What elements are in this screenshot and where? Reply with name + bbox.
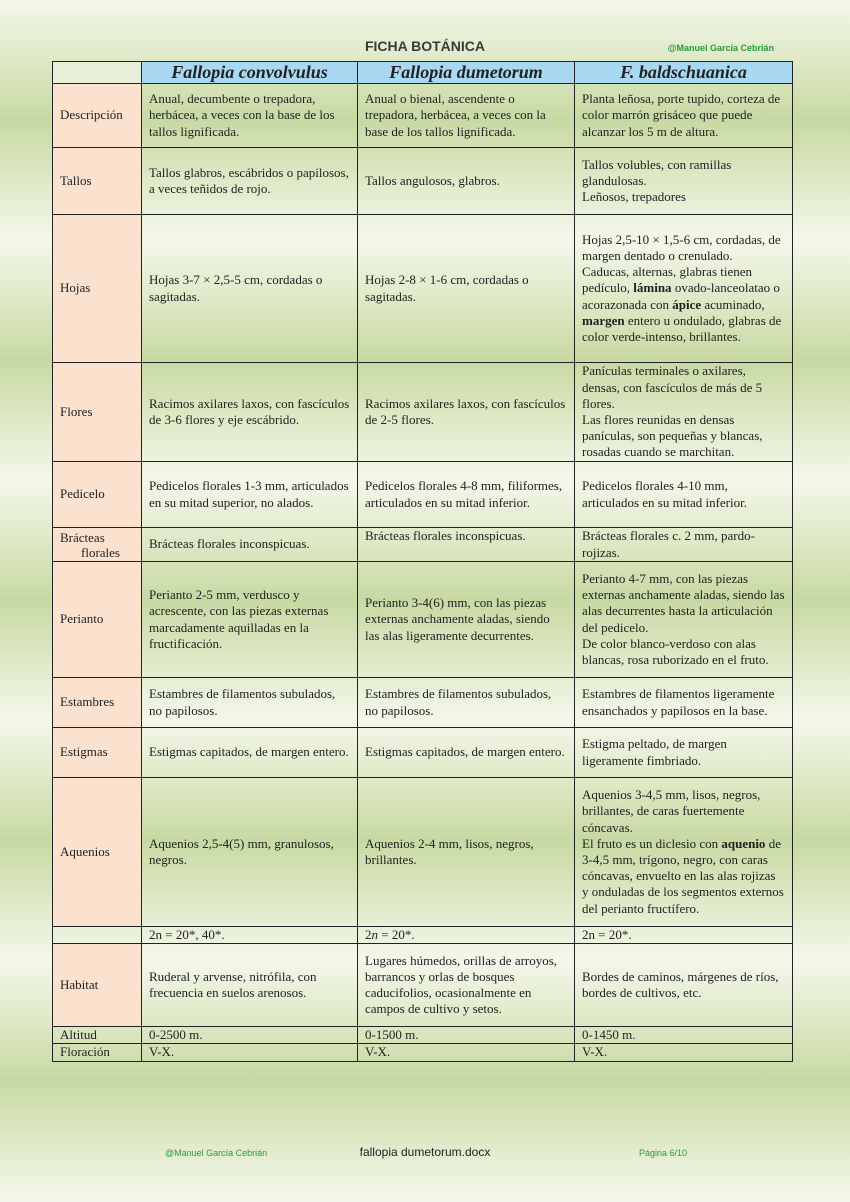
column-header: Fallopia convolvulus	[142, 62, 358, 84]
table-cell: Anual, decumbente o trepadora, herbácea, a veces con la base de los tallos lignificada.	[142, 84, 358, 148]
table-row	[53, 728, 793, 778]
table-cell: Bordes de caminos, márgenes de ríos, bordes de cultivos, etc.	[575, 944, 793, 1027]
table-cell: Pedicelos florales 4-8 mm, filiformes, articulados en su mitad inferior.	[358, 462, 575, 528]
table-row	[53, 927, 793, 944]
cell-line: Perianto 4-7 mm, con las piezas externas anchamente aladas, siendo las alas decurrentes hasta la articulación del pedicelo.	[582, 570, 785, 635]
footer-filename: fallopia dumetorum.docx	[359, 1145, 491, 1159]
row-label: Perianto	[53, 562, 142, 678]
row-label: Pedicelo	[53, 462, 142, 528]
row-label	[53, 528, 142, 562]
botanical-table	[52, 61, 793, 1062]
table-cell: Aquenios 2-4 mm, lisos, negros, brillantes.	[358, 778, 575, 927]
text-run: 2	[365, 927, 372, 942]
table-cell: Brácteas florales inconspicuas.	[142, 528, 358, 562]
table-cell: V-X.	[575, 1044, 793, 1061]
column-header: Fallopia dumetorum	[358, 62, 575, 84]
row-label: Altitud	[53, 1027, 142, 1044]
table-cell: Pedicelos florales 1-3 mm, articulados en su mitad superior, no alados.	[142, 462, 358, 528]
footer-page-number: Página 6/10	[638, 1148, 687, 1158]
row-label: Estambres	[53, 678, 142, 728]
text-run: entero u ondulado, glabras de color verde-intenso, brillantes.	[582, 312, 782, 344]
text-run: = 20*.	[378, 927, 415, 942]
row-label: Hojas	[53, 215, 142, 363]
text-run: Caducas, alternas, glabras tienen pedículo,	[582, 264, 753, 296]
italic-term: n	[371, 927, 378, 942]
cell-line: Hojas 2,5-10 × 1,5-6 cm, cordadas, de margen dentado o crenulado.	[582, 231, 781, 263]
table-cell: Tallos glabros, escábridos o papilosos, a veces teñidos de rojo.	[142, 148, 358, 215]
table-cell: V-X.	[358, 1044, 575, 1061]
table-row	[53, 1044, 793, 1061]
table-cell: Brácteas florales inconspicuas.	[358, 528, 575, 562]
bold-term: lámina	[633, 280, 672, 296]
table-header-row	[53, 62, 793, 84]
row-label: Descripción	[53, 84, 142, 148]
cell-line	[582, 836, 785, 917]
table-cell: Planta leñosa, porte tupido, corteza de color marrón grisáceo que puede alcanzar los 5 m de altura.	[575, 84, 793, 148]
table-cell	[575, 562, 793, 678]
table-cell: V-X.	[142, 1044, 358, 1061]
table-cell: Aquenios 2,5-4(5) mm, granulosos, negros.	[142, 778, 358, 927]
table-cell: Estambres de filamentos subulados, no papilosos.	[358, 678, 575, 728]
table-cell: Hojas 2-8 × 1-6 cm, cordadas o sagitadas.	[358, 215, 575, 363]
cell-line: De color blanco-verdoso con alas blancas, rosa ruborizado en el fruto.	[582, 635, 769, 667]
bold-term: margen	[582, 312, 625, 328]
table-cell: Estigmas capitados, de margen entero.	[358, 728, 575, 778]
table-corner-cell	[53, 62, 142, 84]
table-row	[53, 462, 793, 528]
table-cell: Racimos axilares laxos, con fascículos de 3-6 flores y eje escábrido.	[142, 363, 358, 462]
table-row	[53, 215, 793, 363]
cell-line	[582, 264, 785, 345]
table-cell	[575, 363, 793, 462]
table-cell: 0-1500 m.	[358, 1027, 575, 1044]
footer-author: @Manuel García Cebrián	[165, 1148, 268, 1158]
cell-line: Aquenios 3-4,5 mm, lisos, negros, brillantes, de caras fuertemente cóncavas.	[582, 787, 761, 835]
table-row	[53, 148, 793, 215]
cell-line: Panículas terminales o axilares, densas, con fascículos de más de 5 flores.	[582, 363, 763, 411]
row-label-line: florales	[81, 544, 120, 560]
row-label: Aquenios	[53, 778, 142, 927]
table-cell: Perianto 3-4(6) mm, con las piezas externas anchamente aladas, siendo las alas ligeramente decurrentes.	[358, 562, 575, 678]
table-cell: 0-2500 m.	[142, 1027, 358, 1044]
table-cell: Lugares húmedos, orillas de arroyos, barrancos y orlas de bosques caducifolios, ocasionalmente en campos de cultivo y setos.	[358, 944, 575, 1027]
table-cell: Racimos axilares laxos, con fascículos de 2-5 flores.	[358, 363, 575, 462]
table-cell: Estambres de filamentos ligeramente ensanchados y papilosos en la base.	[575, 678, 793, 728]
row-label: Estigmas	[53, 728, 142, 778]
table-cell	[575, 778, 793, 927]
table-cell	[575, 148, 793, 215]
table-row	[53, 528, 793, 562]
table-cell: 2n = 20*.	[575, 927, 793, 944]
table-cell: 0-1450 m.	[575, 1027, 793, 1044]
table-cell: Anual o bienal, ascendente o trepadora, herbácea, a veces con la base de los tallos lignificada.	[358, 84, 575, 148]
text-run: ovado-lanceolataо o acorazonada con	[582, 280, 780, 312]
table-row	[53, 1027, 793, 1044]
row-label: Floración	[53, 1044, 142, 1061]
bold-term: aquenio	[721, 835, 766, 851]
table-cell: Hojas 3-7 × 2,5-5 cm, cordadas o sagitadas.	[142, 215, 358, 363]
table-row	[53, 562, 793, 678]
table-cell: Pedicelos florales 4-10 mm, articulados en su mitad inferior.	[575, 462, 793, 528]
table-cell: Estigmas capitados, de margen entero.	[142, 728, 358, 778]
text-run: de 3-4,5 mm, trígono, negro, con caras cóncavas, envuelto en las alas rojizas y onduladas de los segmentos externos del perianto fructífero.	[582, 835, 784, 916]
table-cell	[575, 215, 793, 363]
page-title: FICHA BOTÁNICA	[364, 38, 486, 54]
row-label: Habitat	[53, 944, 142, 1027]
table-cell	[358, 927, 575, 944]
table-cell: Ruderal y arvense, nitrófila, con frecuencia en suelos arenosos.	[142, 944, 358, 1027]
column-header: F. baldschuanica	[575, 62, 793, 84]
cell-line: Tallos volubles, con ramillas glandulosas.	[582, 156, 732, 188]
cell-line: Las flores reunidas en densas panículas, son pequeñas y blancas, rosadas cuando se marchitan.	[582, 412, 763, 460]
table-row	[53, 84, 793, 148]
row-label: Tallos	[53, 148, 142, 215]
table-cell: 2n = 20*, 40*.	[142, 927, 358, 944]
table-cell: Brácteas florales c. 2 mm, pardo-rojizas.	[575, 528, 793, 562]
table-cell: Estambres de filamentos subulados, no papilosos.	[142, 678, 358, 728]
text-run: El fruto es un diclesio con	[582, 835, 722, 851]
table-cell: Tallos angulosos, glabros.	[358, 148, 575, 215]
bold-term: ápice	[672, 296, 702, 312]
text-run: acuminado,	[701, 296, 765, 312]
header-author: @Manuel García Cebrián	[667, 43, 774, 53]
table-row	[53, 944, 793, 1027]
row-label	[53, 927, 142, 944]
row-label-line: Brácteas	[60, 529, 105, 545]
table-cell: Estigma peltado, de margen ligeramente fimbriado.	[575, 728, 793, 778]
cell-line: Leñosos, trepadores	[582, 189, 686, 205]
table-cell: Perianto 2-5 mm, verdusco y acrescente, con las piezas externas marcadamente aquilladas en la fructificación.	[142, 562, 358, 678]
table-row	[53, 678, 793, 728]
row-label: Flores	[53, 363, 142, 462]
table-row	[53, 363, 793, 462]
table-row	[53, 778, 793, 927]
